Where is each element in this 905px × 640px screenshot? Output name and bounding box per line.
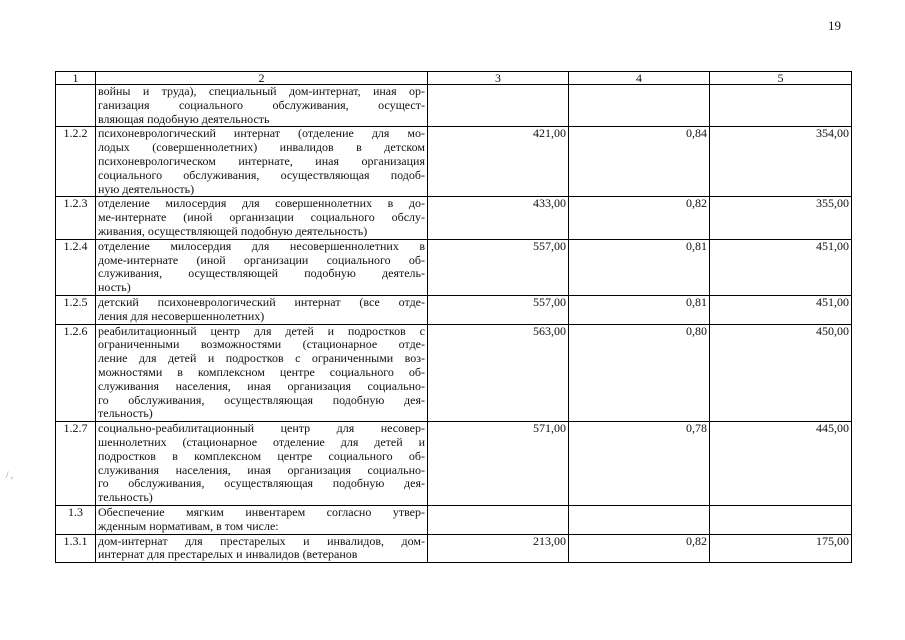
data-table <box>55 71 852 563</box>
value-cell-col3: 213,00 <box>428 534 569 563</box>
description-line: можностями в комплексном центре социального об- <box>98 364 425 379</box>
value-cell-col4: 0,84 <box>569 127 710 197</box>
description-line: ную деятельность) <box>98 181 195 196</box>
page-number: 19 <box>828 18 841 33</box>
description-cell <box>96 197 428 239</box>
header-cell-2: 2 <box>96 72 428 85</box>
table-row <box>56 422 852 506</box>
row-number-cell: 1.2.4 <box>56 239 96 295</box>
description-line: служивания, осуществляющей подобную деятель- <box>98 266 425 281</box>
description-line: ление для детей и подростков с ограниченными воз- <box>98 351 425 366</box>
description-line: ганизация социального обслуживания, осущест- <box>98 97 425 112</box>
description-line: жденным нормативам, в том числе: <box>98 518 279 533</box>
table-row <box>56 85 852 127</box>
value-cell-col4: 0,81 <box>569 295 710 324</box>
description-line: дом-интернат для престарелых и инвалидов, дом- <box>98 533 425 548</box>
value-cell-col5: 450,00 <box>710 324 852 422</box>
value-cell-col4: 0,80 <box>569 324 710 422</box>
value-cell-col5: 175,00 <box>710 534 852 563</box>
header-cell-3: 3 <box>428 72 569 85</box>
description-line: го обслуживания, осуществляющая подобную дея- <box>98 392 425 407</box>
description-cell <box>96 127 428 197</box>
header-cell-4: 4 <box>569 72 710 85</box>
value-cell-col3 <box>428 85 569 127</box>
value-cell-col3: 557,00 <box>428 295 569 324</box>
description-line: реабилитационный центр для детей и подростков с <box>98 323 425 338</box>
description-line: Обеспечение мягким инвентарем согласно утвер- <box>98 504 425 519</box>
table-row <box>56 505 852 534</box>
description-line: шеннолетних (стационарное отделение для детей и <box>98 434 425 449</box>
description-line: живания, осуществляющей подобную деятельность) <box>98 223 368 238</box>
value-cell-col5: 451,00 <box>710 295 852 324</box>
row-number-cell: 1.2.6 <box>56 324 96 422</box>
description-line: психоневрологическом интернате, иная организация <box>98 153 425 168</box>
description-line: психоневрологический интернат (отделение для мо- <box>98 126 425 141</box>
value-cell-col3 <box>428 505 569 534</box>
row-number-cell <box>56 85 96 127</box>
table-row <box>56 197 852 239</box>
value-cell-col4 <box>569 505 710 534</box>
description-line: ность) <box>98 280 131 295</box>
description-line: интернат для престарелых и инвалидов (ветеранов <box>98 547 358 562</box>
value-cell-col5: 445,00 <box>710 422 852 506</box>
value-cell-col5: 355,00 <box>710 197 852 239</box>
row-number-cell: 1.2.7 <box>56 422 96 506</box>
value-cell-col5: 451,00 <box>710 239 852 295</box>
value-cell-col4: 0,81 <box>569 239 710 295</box>
row-number-cell: 1.2.5 <box>56 295 96 324</box>
description-line: социально-реабилитационный центр для несовер- <box>98 421 425 436</box>
table-row <box>56 324 852 422</box>
value-cell-col3: 563,00 <box>428 324 569 422</box>
header-cell-1: 1 <box>56 72 96 85</box>
value-cell-col4: 0,82 <box>569 197 710 239</box>
description-line: войны и труда), специальный дом-интернат, иная ор- <box>98 84 425 98</box>
row-number-cell: 1.2.2 <box>56 127 96 197</box>
description-line: отделение милосердия для несовершеннолетних в <box>98 238 425 253</box>
value-cell-col3: 571,00 <box>428 422 569 506</box>
description-line: детский психоневрологический интернат (все отде- <box>98 294 425 309</box>
header-cell-5: 5 <box>710 72 852 85</box>
value-cell-col3: 421,00 <box>428 127 569 197</box>
value-cell-col5 <box>710 505 852 534</box>
description-cell <box>96 422 428 506</box>
description-cell <box>96 85 428 127</box>
value-cell-col3: 433,00 <box>428 197 569 239</box>
description-cell <box>96 534 428 563</box>
description-line: доме-интернате (иной организации социального об- <box>98 252 425 267</box>
value-cell-col4: 0,82 <box>569 534 710 563</box>
description-cell <box>96 324 428 422</box>
margin-mark: / , <box>6 470 14 480</box>
description-line: тельность) <box>98 490 153 505</box>
description-line: ограниченными возможностями (стационарное отде- <box>98 337 425 352</box>
value-cell-col3: 557,00 <box>428 239 569 295</box>
value-cell-col4 <box>569 85 710 127</box>
table-header-row <box>56 72 852 85</box>
description-line: ления для несовершеннолетних) <box>98 308 265 323</box>
table-row <box>56 127 852 197</box>
row-number-cell: 1.3 <box>56 505 96 534</box>
description-line: лодых (совершеннолетних) инвалидов в детском <box>98 140 425 155</box>
table-row <box>56 239 852 295</box>
description-line: служивания населения, иная организация социально- <box>98 462 425 477</box>
value-cell-col5 <box>710 85 852 127</box>
description-cell <box>96 505 428 534</box>
description-line: отделение милосердия для совершеннолетних в до- <box>98 196 425 211</box>
description-line: служивания населения, иная организация социально- <box>98 378 425 393</box>
description-line: тельность) <box>98 406 153 421</box>
value-cell-col4: 0,78 <box>569 422 710 506</box>
table-row <box>56 295 852 324</box>
description-cell <box>96 295 428 324</box>
row-number-cell: 1.3.1 <box>56 534 96 563</box>
description-line: ме-интернате (иной организации социального обслу- <box>98 210 425 225</box>
description-line: го обслуживания, осуществляющая подобную дея- <box>98 476 425 491</box>
description-line: социального обслуживания, осуществляющая подоб- <box>98 167 425 182</box>
description-cell <box>96 239 428 295</box>
description-line: подростков в комплексном центре социального об- <box>98 448 425 463</box>
description-line: вляющая подобную деятельность <box>98 111 270 126</box>
row-number-cell: 1.2.3 <box>56 197 96 239</box>
table-row <box>56 534 852 563</box>
value-cell-col5: 354,00 <box>710 127 852 197</box>
